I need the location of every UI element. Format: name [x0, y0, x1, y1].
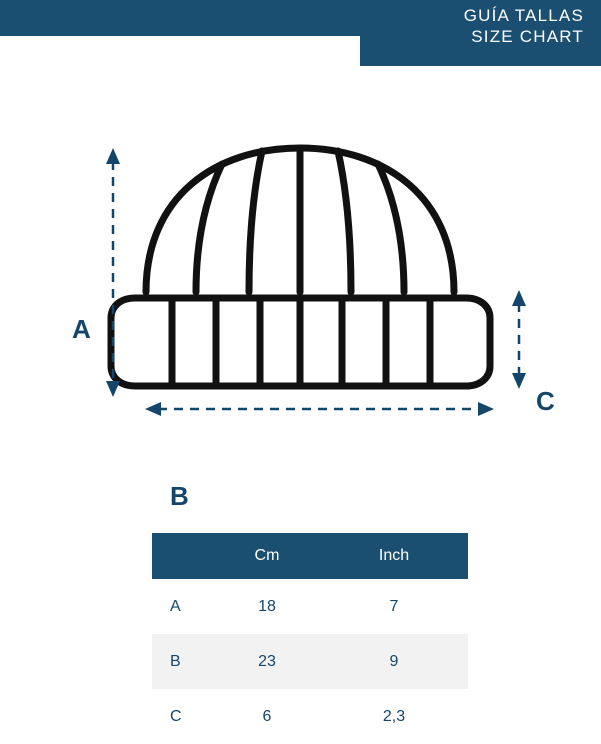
- table-header: [152, 533, 468, 579]
- crown-rib-l2: [196, 164, 222, 292]
- column-header-measure: [152, 533, 210, 579]
- arrowhead-c-top: [512, 290, 526, 306]
- dimension-line-c: [512, 290, 526, 389]
- row-label-a: A: [152, 579, 210, 634]
- arrowhead-b-right: [478, 402, 494, 416]
- row-label-b: B: [152, 634, 210, 689]
- cell-c-inch: 2,3: [339, 689, 468, 744]
- arrowhead-a-bottom: [106, 381, 120, 397]
- cell-a-inch: 7: [339, 579, 468, 634]
- row-label-c: C: [152, 689, 210, 744]
- beanie-outline: [111, 148, 490, 386]
- crown-rib-r2: [378, 164, 404, 292]
- header-title-group: [360, 5, 584, 47]
- page-title-en: SIZE CHART: [471, 27, 584, 46]
- header: [0, 0, 601, 66]
- column-header-inch: Inch: [339, 533, 468, 579]
- page-title-es: GUÍA TALLAS: [463, 6, 584, 25]
- arrowhead-a-top: [106, 148, 120, 164]
- table-header-row: [152, 533, 468, 579]
- arrowhead-b-left: [145, 402, 161, 416]
- dimension-line-b: [145, 402, 494, 416]
- cell-c-cm: 6: [210, 689, 339, 744]
- arrowhead-c-bottom: [512, 373, 526, 389]
- hat-illustration-svg: [0, 66, 601, 506]
- dimension-label-a: A: [72, 314, 91, 344]
- table-row: [152, 634, 468, 689]
- cell-b-cm: 23: [210, 634, 339, 689]
- table-row: [152, 579, 468, 634]
- table-body: [152, 579, 468, 744]
- dimension-label-b: B: [170, 481, 189, 511]
- size-chart-table: [152, 533, 468, 744]
- dimension-label-c: C: [536, 386, 555, 416]
- header-bar-left: [0, 0, 360, 36]
- table-row: [152, 689, 468, 744]
- hat-diagram: [0, 66, 601, 511]
- cell-b-inch: 9: [339, 634, 468, 689]
- crown-rib-r1: [338, 151, 351, 292]
- size-chart-table-wrap: [152, 533, 468, 744]
- column-header-cm: Cm: [210, 533, 339, 579]
- crown-rib-l1: [249, 151, 262, 292]
- cell-a-cm: 18: [210, 579, 339, 634]
